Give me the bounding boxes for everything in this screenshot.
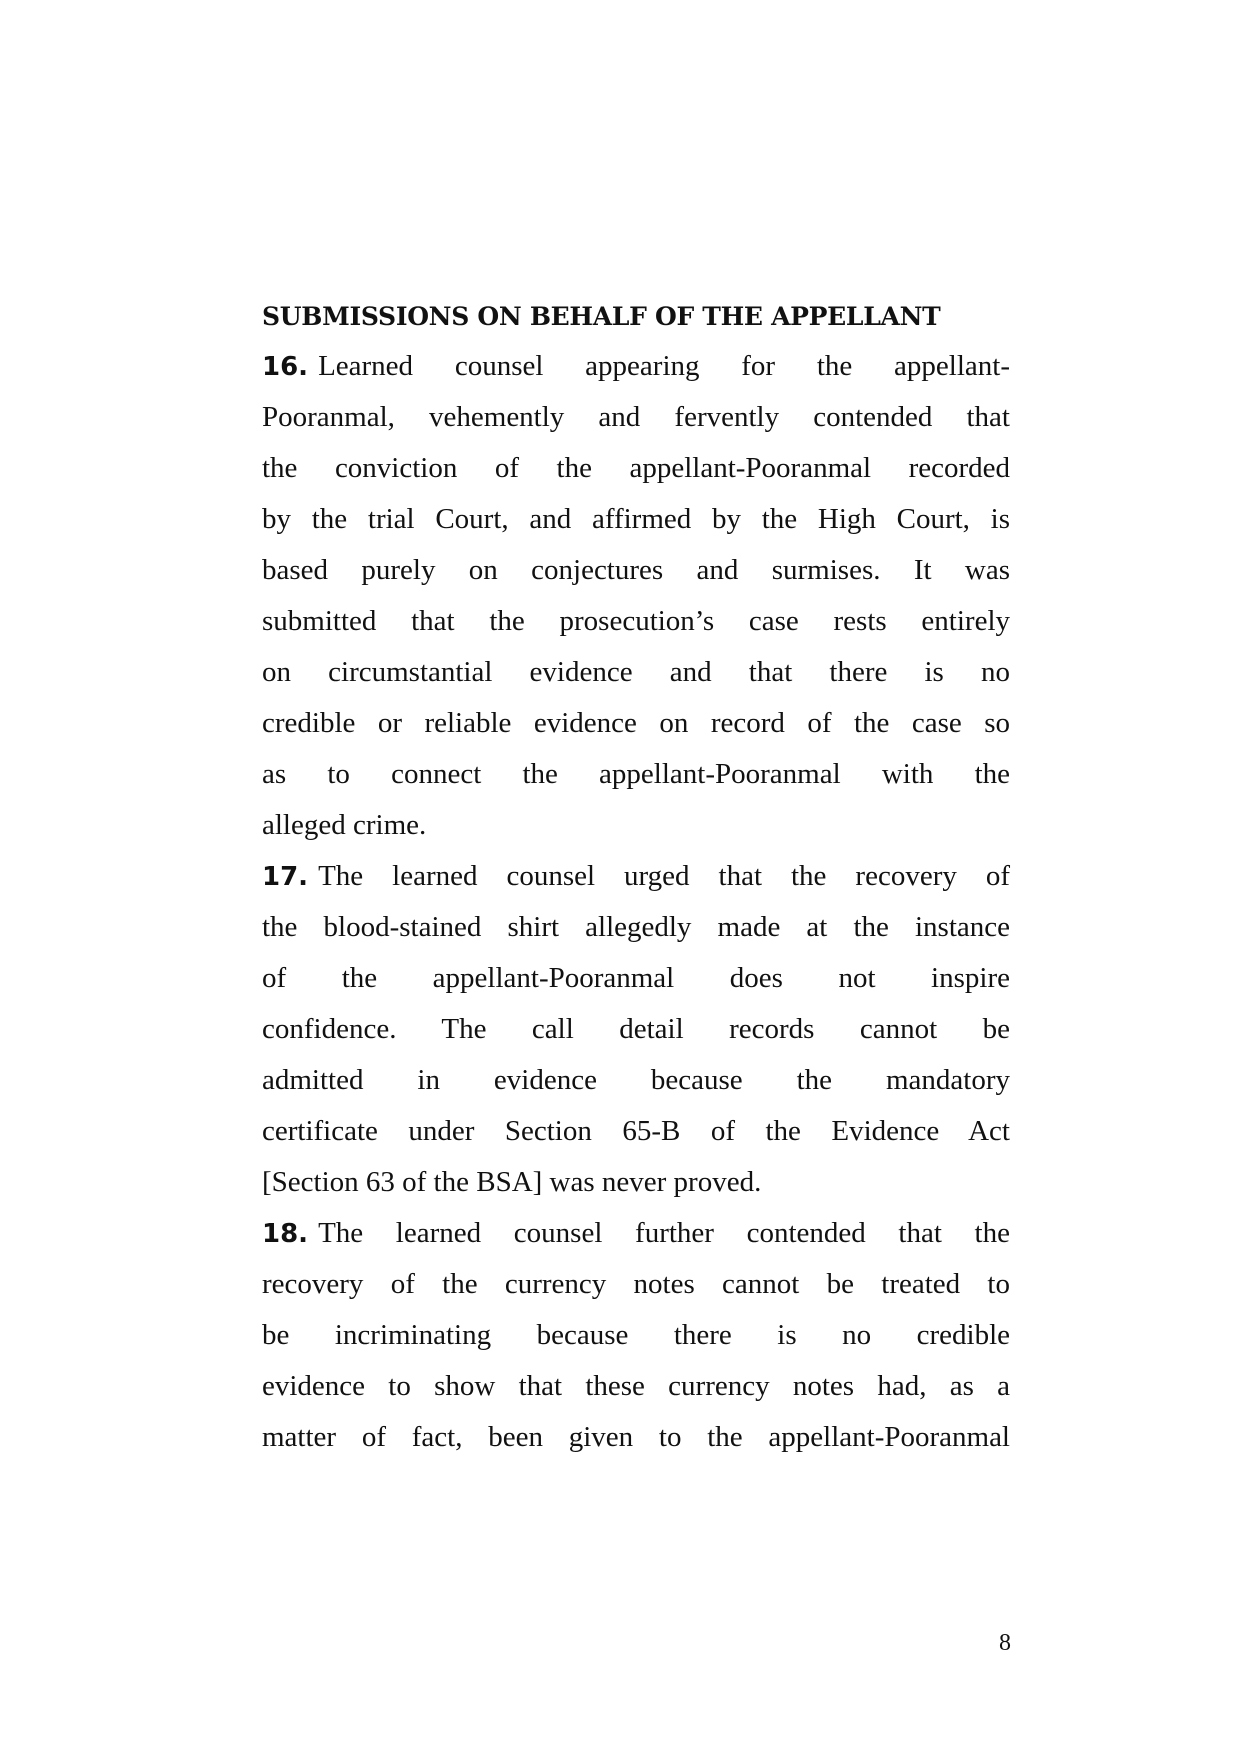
line-text: confidence. The call detail records cannot be (262, 1013, 1010, 1045)
line-text: by the trial Court, and affirmed by the High Court, is (262, 503, 1010, 535)
line-text: Pooranmal, vehemently and fervently contended that (262, 401, 1010, 433)
paragraph-line (262, 698, 1010, 749)
line-text: [Section 63 of the BSA] was never proved. (262, 1166, 762, 1198)
line-text: The learned counsel urged that the recovery of (318, 860, 1010, 892)
paragraph-line (262, 443, 1010, 494)
paragraph-line (262, 749, 1010, 800)
paragraph-line (262, 1106, 1010, 1157)
line-text: as to connect the appellant-Pooranmal with the (262, 758, 1010, 790)
paragraph-16 (262, 341, 1010, 851)
paragraph-line (262, 1259, 1010, 1310)
line-text: credible or reliable evidence on record of the case so (262, 707, 1010, 739)
line-text: matter of fact, been given to the appellant-Pooranmal (262, 1421, 1010, 1453)
line-text: on circumstantial evidence and that there is no (262, 656, 1010, 688)
line-text: certificate under Section 65-B of the Evidence Act (262, 1115, 1010, 1147)
paragraph-line (262, 1412, 1010, 1463)
line-text: The learned counsel further contended that the (318, 1217, 1010, 1249)
paragraph-line (262, 1004, 1010, 1055)
paragraph-18 (262, 1208, 1010, 1463)
line-text: of the appellant-Pooranmal does not inspire (262, 962, 1010, 994)
paragraph-line (262, 800, 1010, 851)
paragraph-line (262, 902, 1010, 953)
paragraph-line (262, 494, 1010, 545)
paragraph-line (262, 1208, 1010, 1259)
paragraph-line (262, 953, 1010, 1004)
paragraph-line (262, 596, 1010, 647)
paragraph-line (262, 392, 1010, 443)
line-text: evidence to show that these currency notes had, as a (262, 1370, 1010, 1402)
page-number: 8 (999, 1630, 1011, 1656)
line-text: be incriminating because there is no credible (262, 1319, 1010, 1351)
paragraph-line (262, 1055, 1010, 1106)
line-text: based purely on conjectures and surmises. It was (262, 554, 1010, 586)
paragraph-17 (262, 851, 1010, 1208)
paragraph-line (262, 1310, 1010, 1361)
line-text: alleged crime. (262, 809, 427, 841)
paragraph-line (262, 1157, 1010, 1208)
paragraph-number: 17. (262, 862, 309, 892)
page-content (262, 292, 1010, 1463)
line-text: admitted in evidence because the mandatory (262, 1064, 1010, 1096)
paragraph-line (262, 1361, 1010, 1412)
paragraph-line (262, 545, 1010, 596)
paragraph-line (262, 341, 1010, 392)
line-text: Learned counsel appearing for the appellant- (318, 350, 1010, 382)
line-text: the blood-stained shirt allegedly made at the instance (262, 911, 1010, 943)
paragraph-number: 18. (262, 1219, 309, 1249)
line-text: recovery of the currency notes cannot be treated to (262, 1268, 1010, 1300)
paragraph-line (262, 647, 1010, 698)
line-text: submitted that the prosecution’s case rests entirely (262, 605, 1010, 637)
section-heading: SUBMISSIONS ON BEHALF OF THE APPELLANT (262, 302, 941, 331)
paragraph-line (262, 851, 1010, 902)
line-text: the conviction of the appellant-Pooranmal recorded (262, 452, 1010, 484)
paragraph-number: 16. (262, 352, 309, 382)
